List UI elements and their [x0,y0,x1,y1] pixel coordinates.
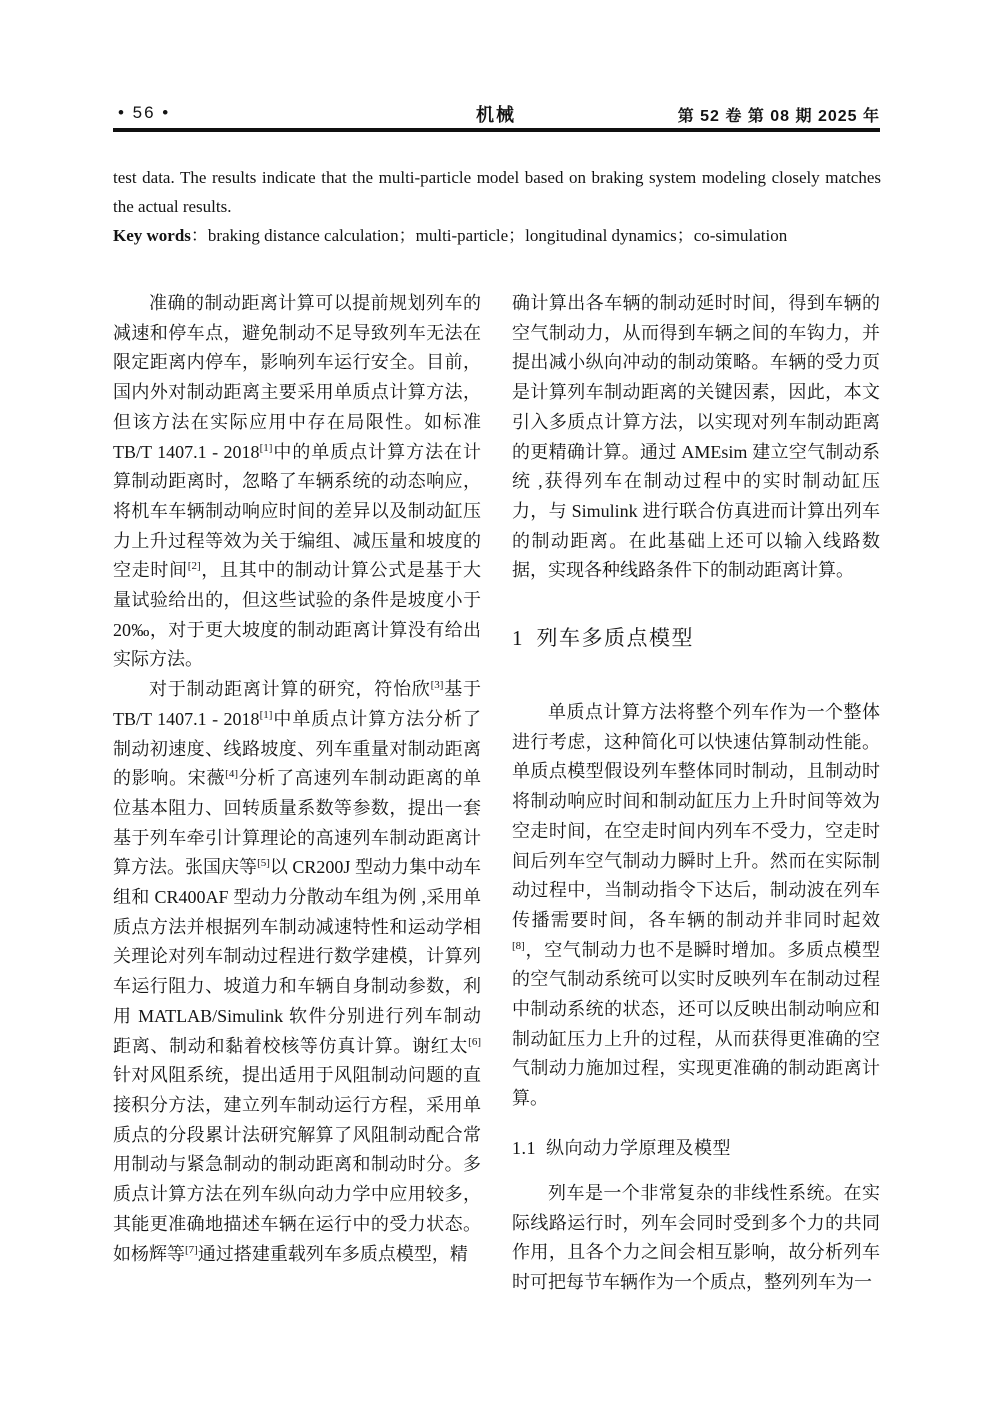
page-number: • 56 • [118,103,171,122]
section-1-heading [512,622,880,654]
section-1-paragraph: 单质点计算方法将整个列车作为一个整体进行考虑，这种简化可以快速估算制动性能。单质点模型假设列车整体同时制动，且制动时将制动响应时间和制动缸压力上升时间等效为空走时间，在空走时间内列车不受力，空走时间后列车空气制动力瞬时上升。然而在实际制动过程中，当制动指令下达后，制动波在列车传播需要时间，各车辆的制动并非同时起效[8]，空气制动力也不是瞬时增加。多质点模型的空气制动系统可以实时反映列车在制动过程中制动系统的状态，还可以反映出制动响应和制动缸压力上升的过程，从而获得更准确的空气制动力施加过程，实现更准确的制动距离计算。 [512,702,880,1109]
header-divider-rule [113,128,880,132]
intro-paragraph-1: 准确的制动距离计算可以提前规划列车的减速和停车点，避免制动不足导致列车无法在限定距离内停车，影响列车运行安全。目前，国内外对制动距离主要采用单质点计算方法，但该方法在实际应用中存在局限性。如标准TB/T 1407.1 - 2018[1]中的单质点计算方法在计算制动距离时，忽略了车辆系统的动态响应，将机车车辆制动响应时间的差异以及制动缸压力上升过程等效为关于编组、减压量和坡度的空走时间[2]，且其中的制动计算公式是基于大量试验给出的，但这些试验的条件是坡度小于20‰，对于更大坡度的制动距离计算没有给出实际方法。 [113,293,482,670]
section-1-1-heading [512,1134,880,1162]
keywords-text: ：braking distance calculation；multi-particle；longitudinal dynamics；co-simulation [190,226,788,245]
journal-title: 机械 [476,105,516,125]
abstract-line-1: test data. The results indicate that the multi-particle model based on braking system modeling closely matches [113,168,881,187]
abstract-line-2: the actual results. [113,197,232,216]
intro-paragraph-2: 对于制动距离计算的研究，符怡欣[3]基于TB/T 1407.1 - 2018[1]中单质点计算方法分析了制动初速度、线路坡度、列车重量对制动距离的影响。宋薇[4]分析了高速列车制动距离的单位基本阻力、回转质量系数等参数，提出一套基于列车牵引计算理论的高速列车制动距离计算方法。张国庆等[5]以 CR200J 型动力集中动车组和 CR400AF 型动力分散动车组为例 ,采用单质点方法并根据列车制动减速特性和运动学相关理论对列车制动过程进行数学建模，计算列车运行阻力、坡道力和车辆自身制动参数，利用 MATLAB/Simulink 软件分别进行列车制动距离、制动和黏着校核等仿真计算。谢红太[6]针对风阻系统，提出适用于风阻制动问题的直接积分方法，建立列车制动运行方程，采用单质点的分段累计法研究解算了风阻制动配合常用制动与紧急制动的制动距离和制动时分。多质点计算方法在列车纵向动力学中应用较多，其能更准确地描述车辆在运行中的受力状态。如杨辉等[7]通过搭建重载列车多质点模型，精 [113,679,482,1264]
abstract-block [113,163,881,250]
left-column [113,289,481,1269]
keywords-line [113,221,881,250]
issue-info: 第 52 卷 第 08 期 2025 年 [677,108,880,125]
intro-paragraph-2-continued: 确计算出各车辆的制动延时时间，得到车辆的空气制动力，从而得到车辆之间的车钩力，并提出减小纵向冲动的制动策略。车辆的受力页是计算列车制动距离的关键因素，因此，本文引入多质点计算方法，以实现对列车制动距离的更精确计算。通过 AMEsim 建立空气制动系统 ,获得列车在制动过程中的实时制动缸压力，与 Simulink 进行联合仿真进而计算出列车的制动距离。在此基础上还可以输入线路数据，实现各种线路条件下的制动距离计算。 [512,293,880,581]
section-1-title: 列车多质点模型 [536,626,694,651]
right-column [512,289,880,1298]
section-1-1-paragraph: 列车是一个非常复杂的非线性系统。在实际线路运行时，列车会同时受到多个力的共同作用，且各个力之间会相互影响，故分析列车时可把每节车辆作为一个质点，整列列车为一 [512,1182,880,1292]
section-1-number: 1 [512,626,523,651]
keywords-label: Key words [113,226,191,245]
section-1-1-title: 纵向动力学原理及模型 [546,1137,731,1158]
section-1-1-number: 1.1 [512,1137,536,1158]
